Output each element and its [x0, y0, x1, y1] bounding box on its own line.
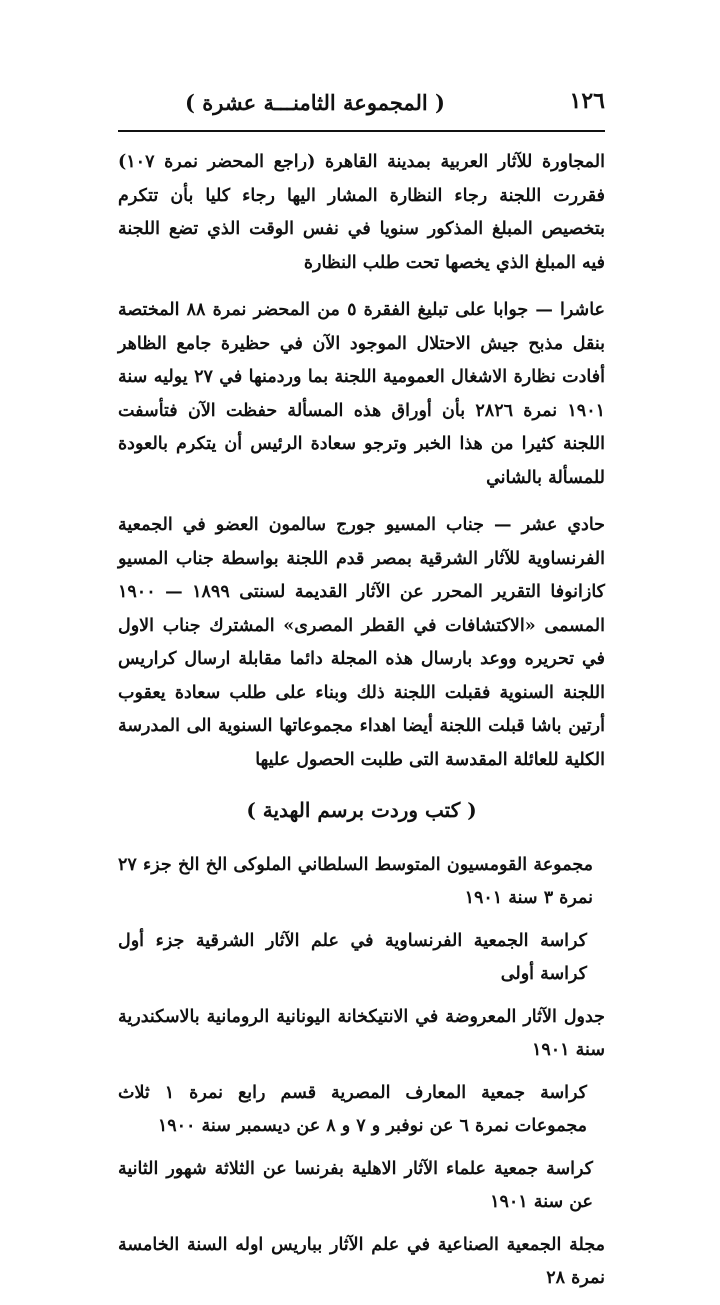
list-item: مجموعة القومسيون المتوسط السلطاني الملوكى الخ الخ جزء ٢٧ نمرة ٣ سنة ١٩٠١: [118, 855, 593, 908]
page-number: ١٢٦: [569, 88, 605, 114]
page-body: [118, 146, 605, 1305]
gifted-books-list: [118, 849, 605, 1295]
paragraph-continuation: المجاورة للآثار العربية بمدينة القاهرة (راجع المحضر نمرة ١٠٧) فقررت اللجنة رجاء النظارة المشار اليها رجاء كليا بأن تتكرم بتخصيص المبلغ المذكور سنويا في نفس الوقت الذي تضع اللجنة فيه المبلغ الذي يخصها تحت طلب النظارة: [118, 152, 605, 273]
paragraph-item-tenth: عاشرا — جوابا على تبليغ الفقرة ٥ من المحضر نمرة ٨٨ المختصة بنقل مذبح جيش الاحتلال الموجود الآن في حظيرة جامع الظاهر أفادت نظارة الاشغال العمومية اللجنة بما وردمنها في ٢٧ يوليه سنة ١٩٠١ نمرة ٢٨٢٦ بأن أوراق هذه المسألة حفظت الآن فتأسفت اللجنة كثيرا من هذا الخبر وترجو سعادة الرئيس أن يتكرم بالعودة للمسألة بالشاني: [118, 300, 605, 488]
paragraph-item-eleventh: حادي عشر — جناب المسيو جورج سالمون العضو في الجمعية الفرنساوية للآثار الشرقية بمصر قدم اللجنة بواسطة جناب المسيو كازانوفا التقرير المحرر عن الآثار القديمة لسنتى ١٨٩٩ — ١٩٠٠ المسمى «الاكتشافات في القطر المصرى» المشترك جناب الاول في تحريره ووعد بارسال هذه المجلة دائما مقابلة ارسال كراريس اللجنة السنوية فقبلت اللجنة ذلك وبناء على طلب سعادة يعقوب أرتين باشا قبلت اللجنة أيضا اهداء مجموعاتها السنوية الى المدرسة الكلية للعائلة المقدسة التى طلبت الحصول عليها: [118, 515, 606, 770]
list-item: كراسة جمعية المعارف المصرية قسم رابع نمرة ١ ثلاث مجموعات نمرة ٦ عن نوفبر و ٧ و ٨ عن ديسمبر سنة ١٩٠٠: [118, 1083, 587, 1136]
page-header: [115, 88, 605, 122]
list-item: مجلة الجمعية الصناعية في علم الآثار بباريس اوله السنة الخامسة نمرة ٢٨: [118, 1235, 605, 1288]
running-title: ( المجموعة الثامنـــة عشرة ): [185, 90, 445, 115]
list-item: كراسة جمعية علماء الآثار الاهلية بفرنسا عن الثلاثة شهور الثانية عن سنة ١٩٠١: [118, 1159, 593, 1212]
header-rule: [118, 130, 605, 132]
list-item: جدول الآثار المعروضة في الانتيكخانة اليونانية الرومانية بالاسكندرية سنة ١٩٠١: [118, 1007, 605, 1060]
list-item: كراسة الجمعية الفرنساوية في علم الآثار الشرقية جزء أول كراسة أولى: [118, 931, 587, 984]
section-heading-gifted-books: ( كتب وردت برسم الهدية ): [246, 798, 477, 822]
